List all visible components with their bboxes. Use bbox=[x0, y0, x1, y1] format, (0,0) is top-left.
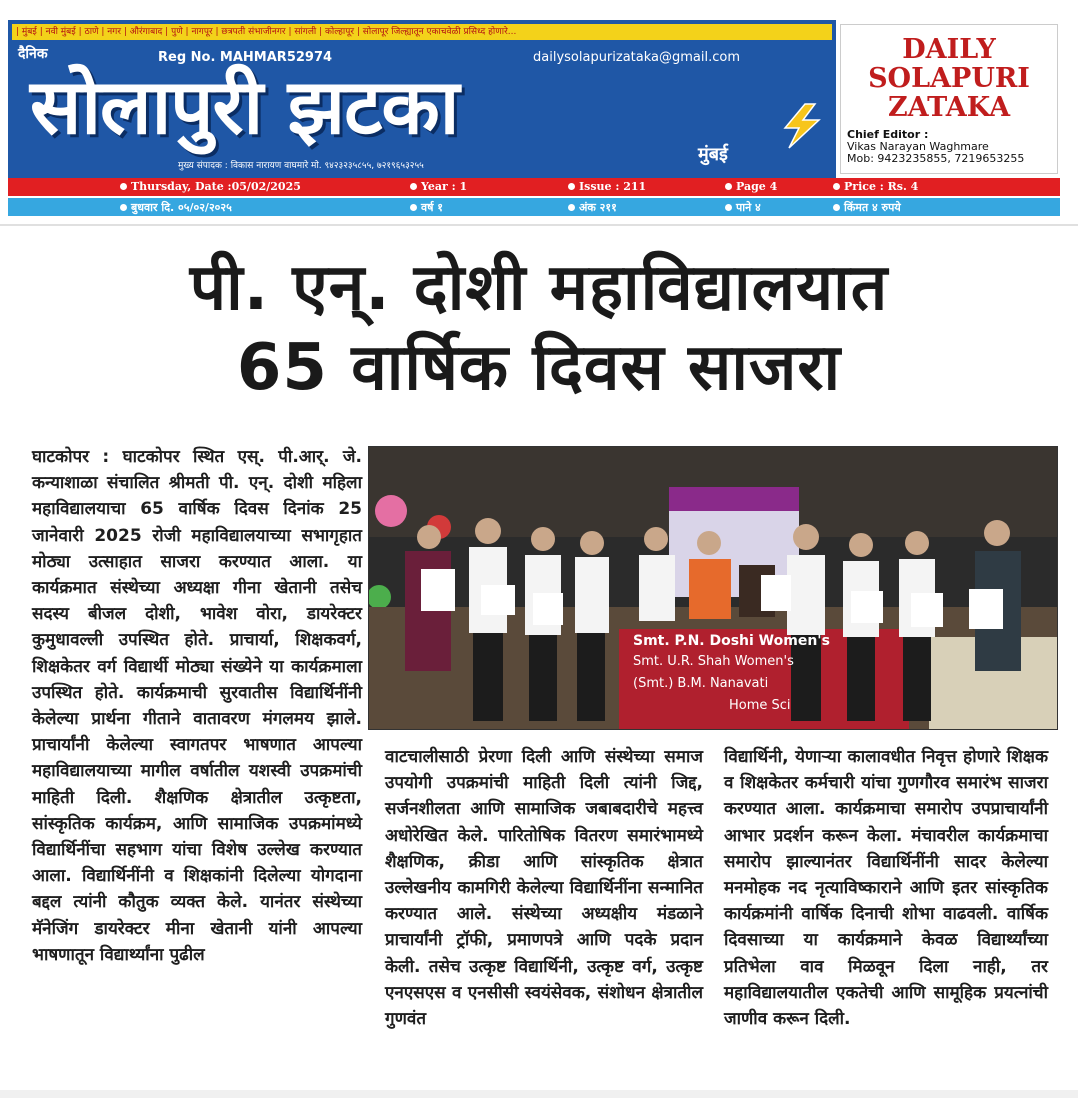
clipping-divider bbox=[0, 224, 1078, 238]
bullet-icon bbox=[120, 183, 127, 190]
brand-box bbox=[840, 24, 1058, 174]
english-page: Page 4 bbox=[725, 180, 777, 193]
marathi-price: किंमत ४ रुपये bbox=[833, 200, 901, 215]
bullet-icon bbox=[410, 204, 417, 211]
chief-editor-label: Chief Editor : bbox=[847, 128, 929, 141]
photo-banner-text: Home Sci bbox=[729, 698, 791, 713]
english-issue: Issue : 211 bbox=[568, 180, 646, 193]
marathi-info-strip bbox=[8, 198, 1060, 216]
headline-line: 65 वार्षिक दिवस साजरा bbox=[236, 331, 842, 405]
chief-editor-mobile: Mob: 9423235855, 7219653255 bbox=[847, 152, 1025, 165]
photo-banner-text: Smt. P.N. Doshi Women's bbox=[633, 633, 830, 649]
photo-banner-text: Smt. U.R. Shah Women's bbox=[633, 654, 794, 669]
bullet-icon bbox=[833, 183, 840, 190]
brand-name-line: SOLAPURI bbox=[868, 63, 1030, 94]
newspaper-title: सोलापुरी झटका bbox=[30, 62, 459, 151]
event-photo-illustration bbox=[369, 447, 1058, 730]
editor-contact-line: मुख्य संपादक : विकास नारायण वाघमारे मो. ९४२३२३५८५५, ७२१९६५३२५५ bbox=[178, 161, 424, 171]
article-headline bbox=[0, 248, 1078, 408]
dainik-label: दैनिक bbox=[18, 46, 48, 62]
edition-city: मुंबई bbox=[698, 144, 728, 165]
headline-line: पी. एन्. दोशी महाविद्यालयात bbox=[189, 251, 889, 325]
bullet-icon bbox=[568, 183, 575, 190]
photo-banner-text: (Smt.) B.M. Nanavati bbox=[633, 676, 769, 691]
bullet-icon bbox=[725, 183, 732, 190]
english-info-strip bbox=[8, 178, 1060, 196]
article-column-2: वाटचालीसाठी प्रेरणा दिली आणि संस्थेच्या समाज उपयोगी उपक्रमांची माहिती दिली त्यांनी जिद्द, सर्जनशीलता आणि सामाजिक जबाबदारीचे महत्त्व अधोरेखित केले. पारितोषिक वितरण समारंभामध्ये शैक्षणिक, क्रीडा आणि सांस्कृतिक क्षेत्रात उल्लेखनीय कामगिरी केलेल्या विद्यार्थिनींना सन्मानित करण्यात आले. संस्थेच्या अध्यक्षीय मंडळाने प्राचार्यांनी ट्रॉफी, प्रमाणपत्रे आणि पदके प्रदान केली. तसेच उत्कृष्ट विद्यार्थिनी, उत्कृष्ट वर्ग, उत्कृष्ट एनएसएस व एनसीसी स्वयंसेवक, संशोधन क्षेत्रातील गुणवंत bbox=[385, 747, 703, 1030]
marathi-issue: अंक २११ bbox=[568, 200, 617, 215]
brand-name bbox=[841, 35, 1057, 122]
marathi-page: पाने ४ bbox=[725, 200, 761, 215]
bottom-border bbox=[0, 1090, 1078, 1098]
masthead-blue-band bbox=[8, 20, 836, 178]
bullet-icon bbox=[410, 183, 417, 190]
bullet-icon bbox=[568, 204, 575, 211]
article-column-1: घाटकोपर : घाटकोपर स्थित एस्. पी.आर्. जे. कन्याशाळा संचालित श्रीमती पी. एन्. दोशी महिला महाविद्यालयाचा 65 वार्षिक दिवस दिनांक 25 जानेवारी 2025 रोजी महाविद्यालयाच्या सभागृहात मोठ्या उत्साहात साजरा करण्यात आला. या कार्यक्रमात संस्थेच्या अध्यक्षा गीना खेतानी तसेच सदस्य बीजल दोशी, भावेश वोरा, डायरेक्टर कुमुधावल्ली उपस्थित होते. प्राचार्या, शिक्षकवर्ग, शिक्षकेतर वर्ग विद्यार्थी मोठ्या संख्येने या कार्यक्रमाला उपस्थित होते. कार्यक्रमाची सुरवातीस विद्यार्थिनींनी केलेल्या प्रार्थना गीताने वातावरण मंगलमय झाले. प्राचार्यांनी केलेल्या स्वागतपर भाषणात आपल्या महाविद्यालयाच्या मागील वर्षातील यशस्वी उपक्रमांची माहिती दिली. शैक्षणिक क्षेत्रातील उत्कृष्टता, सांस्कृतिक कार्यक्रम, आणि सामाजिक उपक्रमांमध्ये विद्यार्थिनींचा सहभाग यांचा विशेष उल्लेख करण्यात आला. विद्यार्थिनींनी व शिक्षकांनी दिलेल्या योगदाना बद्दल त्यांनी कौतुक व्यक्त केले. यानंतर संस्थेच्या मॅनेजिंग डायरेक्टर मीना खेतानी यांनी आपल्या भाषणातून विद्यार्थ्यांना पुढील bbox=[32, 447, 362, 965]
brand-name-line: ZATAKA bbox=[887, 92, 1011, 123]
lightning-bolt-icon bbox=[771, 102, 831, 150]
event-photo bbox=[368, 446, 1058, 730]
bullet-icon bbox=[833, 204, 840, 211]
city-edition-strip: | मुंबई | नवी मुंबई | ठाणे | नगर | औरंगाबाद | पुणे | नागपूर | छत्रपती संभाजीनगर | सांगली | कोल्हापूर | सोलापूर जिल्ह्यातून एकाचवेळी प्रसिध्द होणारे... bbox=[12, 24, 832, 40]
english-price: Price : Rs. 4 bbox=[833, 180, 918, 193]
bullet-icon bbox=[725, 204, 732, 211]
bullet-icon bbox=[120, 204, 127, 211]
english-year: Year : 1 bbox=[410, 180, 467, 193]
brand-name-line: DAILY bbox=[902, 34, 996, 65]
chief-editor-block bbox=[847, 129, 1024, 165]
chief-editor-name: Vikas Narayan Waghmare bbox=[847, 140, 989, 153]
marathi-year: वर्ष १ bbox=[410, 200, 443, 215]
marathi-date: बुधवार दि. ०५/०२/२०२५ bbox=[120, 200, 232, 215]
newspaper-masthead bbox=[8, 20, 1060, 220]
english-date: Thursday, Date :05/02/2025 bbox=[120, 180, 301, 193]
registration-number: Reg No. MAHMAR52974 bbox=[158, 50, 333, 65]
email-address: dailysolapurizataka@gmail.com bbox=[533, 50, 741, 65]
article-column-3: विद्यार्थिनी, येणाऱ्या कालावधीत निवृत्त होणारे शिक्षक व शिक्षकेतर कर्मचारी यांचा गुणगौरव समारंभ साजरा करण्यात आला. कार्यक्रमाचा समारोप उपप्राचार्यांनी आभार प्रदर्शन करून केला. मंचावरील कार्यक्रमाचा समारोप झाल्यानंतर विद्यार्थिनींनी सादर केलेल्या मनमोहक नद नृत्याविष्काराने आणि इतर सांस्कृतिक कार्यक्रमांनी वार्षिक दिनाची शोभा वाढवली. वार्षिक दिवसाच्या या कार्यक्रमाने केवळ विद्यार्थ्यांच्या प्रतिभेला वाव मिळवून दिला नाही, तर महाविद्यालयातील एकतेची आणि सामूहिक प्रयत्नांची जाणीव करून दिली. bbox=[724, 747, 1048, 1030]
